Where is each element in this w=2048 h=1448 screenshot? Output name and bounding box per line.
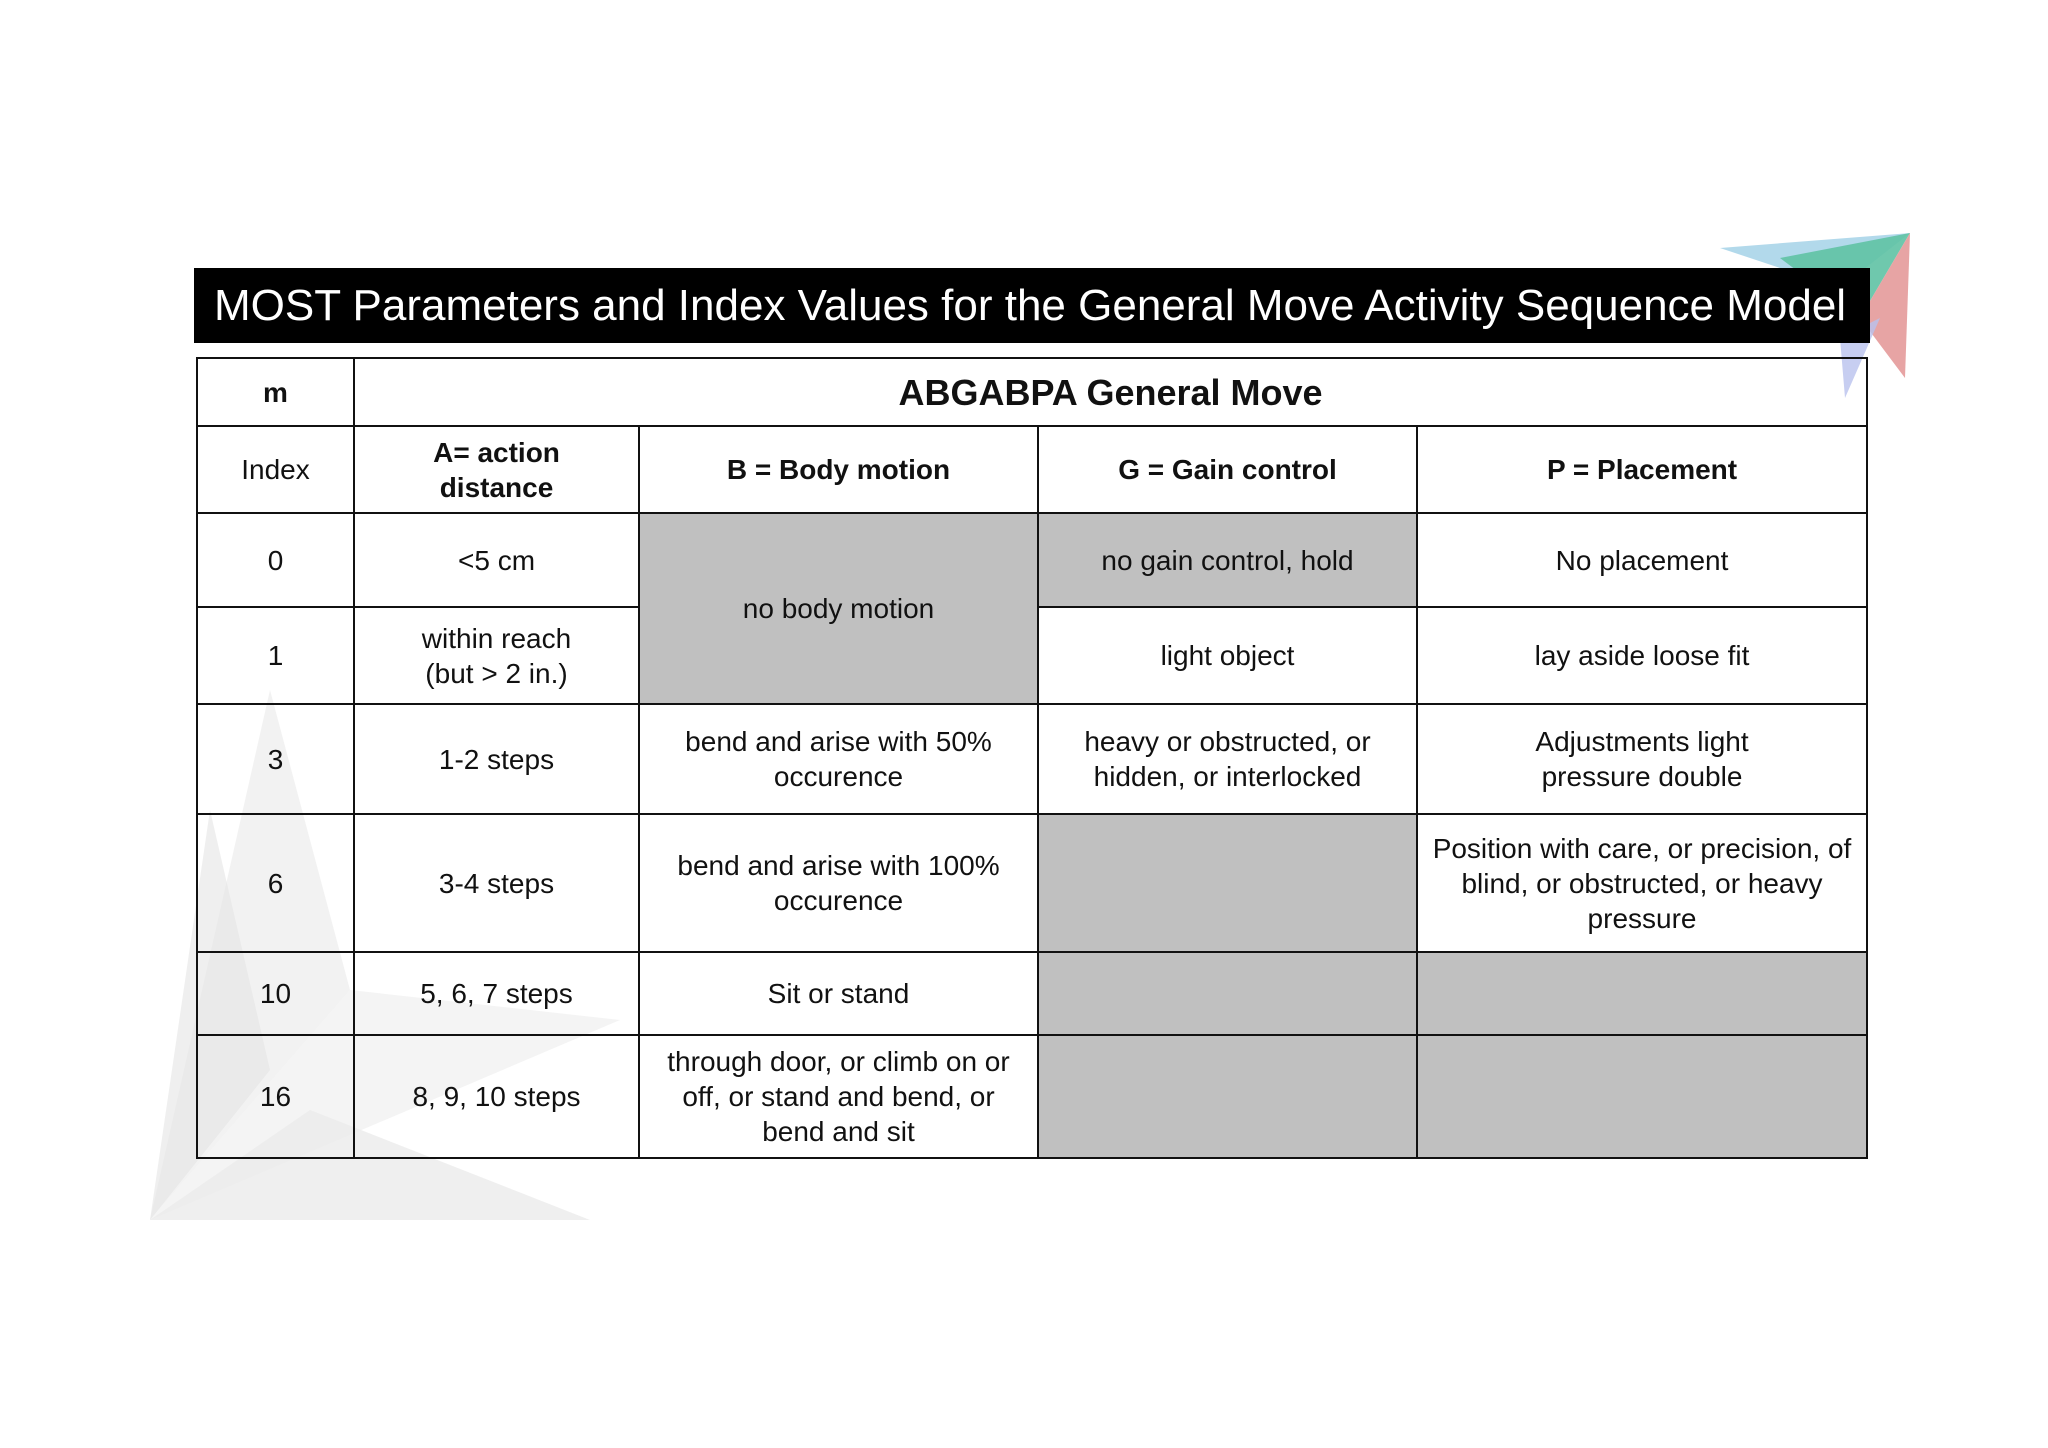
g-cell-empty <box>1038 814 1417 952</box>
index-cell: 0 <box>197 513 354 607</box>
b-cell: bend and arise with 100% occurence <box>639 814 1038 952</box>
index-cell: 1 <box>197 607 354 704</box>
group-header: ABGABPA General Move <box>354 358 1867 426</box>
a-cell: within reach (but > 2 in.) <box>354 607 639 704</box>
g-cell: light object <box>1038 607 1417 704</box>
index-cell: 3 <box>197 704 354 814</box>
index-cell: 6 <box>197 814 354 952</box>
a-cell: 3-4 steps <box>354 814 639 952</box>
slide-title: MOST Parameters and Index Values for the General Move Activity Sequence Model <box>194 268 1870 343</box>
p-cell-empty <box>1417 952 1867 1035</box>
p-cell: No placement <box>1417 513 1867 607</box>
p-cell: Adjustments light pressure double <box>1417 704 1867 814</box>
p-cell: Position with care, or precision, of blind, or obstructed, or heavy pressure <box>1417 814 1867 952</box>
column-header-b: B = Body motion <box>639 426 1038 513</box>
table-header-row <box>197 358 1867 426</box>
a-cell: 5, 6, 7 steps <box>354 952 639 1035</box>
a-cell: 1-2 steps <box>354 704 639 814</box>
p-cell-empty <box>1417 1035 1867 1158</box>
most-parameters-table <box>196 357 1868 1159</box>
column-header-g: G = Gain control <box>1038 426 1417 513</box>
table-row <box>197 952 1867 1035</box>
table-row <box>197 814 1867 952</box>
index-cell: 16 <box>197 1035 354 1158</box>
b-cell: bend and arise with 50% occurence <box>639 704 1038 814</box>
table-row <box>197 1035 1867 1158</box>
b-cell: through door, or climb on or off, or stand and bend, or bend and sit <box>639 1035 1038 1158</box>
b-cell: Sit or stand <box>639 952 1038 1035</box>
a-cell: <5 cm <box>354 513 639 607</box>
corner-label: m <box>197 358 354 426</box>
table-row <box>197 704 1867 814</box>
table-row <box>197 513 1867 607</box>
g-cell-empty <box>1038 1035 1417 1158</box>
g-cell: heavy or obstructed, or hidden, or interlocked <box>1038 704 1417 814</box>
p-cell: lay aside loose fit <box>1417 607 1867 704</box>
column-header-row <box>197 426 1867 513</box>
index-cell: 10 <box>197 952 354 1035</box>
b-cell: no body motion <box>639 513 1038 704</box>
g-cell: no gain control, hold <box>1038 513 1417 607</box>
a-cell: 8, 9, 10 steps <box>354 1035 639 1158</box>
g-cell-empty <box>1038 952 1417 1035</box>
column-header-index: Index <box>197 426 354 513</box>
column-header-p: P = Placement <box>1417 426 1867 513</box>
column-header-a: A= action distance <box>354 426 639 513</box>
